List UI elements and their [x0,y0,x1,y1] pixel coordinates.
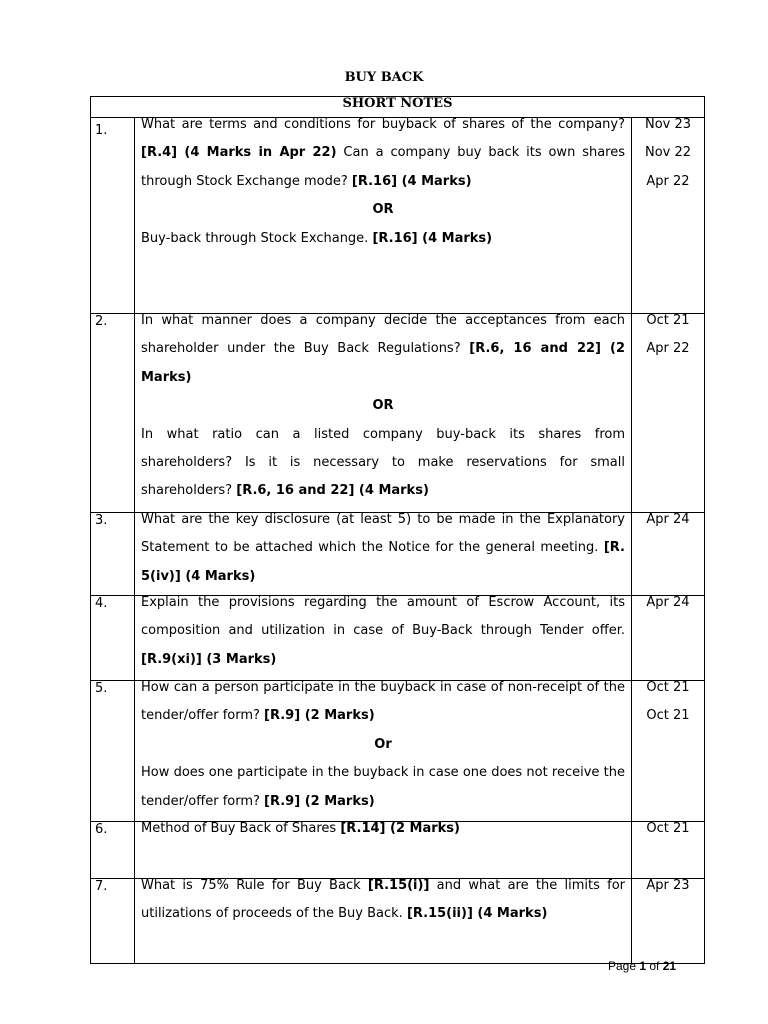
row-number: 6. [91,822,135,879]
table-row [91,513,705,596]
row-number: 1. [91,118,135,314]
exam-date: Nov 23 [644,117,692,132]
exam-dates-cell [632,118,705,314]
question-text: What is 75% Rule for Buy Back [R.15(i)] and what are the limits for utilizations of proceeds of the Buy Back. [R.15(ii)] (4 Marks) [141,878,625,922]
question-cell [135,513,632,596]
row-number: 5. [91,681,135,822]
page-footer [608,959,676,973]
exam-dates-cell [632,513,705,596]
page-of-label: of [646,959,663,973]
question-cell [135,879,632,964]
exam-date: Oct 21 [646,313,690,328]
exam-dates-cell [632,681,705,822]
table-row [91,118,705,314]
exam-date: Apr 22 [646,173,690,189]
row-number: 4. [91,596,135,681]
question-cell [135,314,632,513]
row-number: 2. [91,314,135,513]
table-row [91,596,705,681]
question-text: What are terms and conditions for buyback of shares of the company? [R.4] (4 Marks in Apr 22) Can a company buy back its own shares through Stock Exchange mode? [R.16] (4 Marks) [141,117,626,189]
exam-date: Oct 21 [646,680,690,695]
question-text-alt: How does one participate in the buyback in case one does not receive the tender/offer form? [R.9] (2 Marks) [141,765,625,809]
exam-date: Apr 22 [646,341,690,357]
table-row [91,822,705,879]
exam-date: Nov 22 [644,145,692,161]
page-total: 21 [662,959,677,973]
table-row [91,681,705,822]
question-text: What are the key disclosure (at least 5) to be made in the Explanatory Statement to be attached which the Notice for the general meeting. [R. 5(iv)] (4 Marks) [141,512,625,584]
questions-table [90,96,705,964]
question-text: How can a person participate in the buyback in case of non-receipt of the tender/offer form? [R.9] (2 Marks) [141,680,625,724]
exam-date: Oct 21 [646,821,690,836]
document-title: BUY BACK [344,70,424,85]
page-number: 1 [639,959,647,973]
row-number: 7. [91,879,135,964]
exam-dates-cell [632,596,705,681]
question-text-alt: In what ratio can a listed company buy-back its shares from shareholders? Is it is necessary to make reservations for small shareholders? [R.6, 16 and 22] (4 Marks) [141,426,625,499]
exam-dates-cell [632,822,705,879]
exam-date: Apr 24 [646,595,690,610]
page-label: Page [608,959,640,973]
question-text-alt: Buy-back through Stock Exchange. [R.16] (4 Marks) [141,230,493,246]
question-text: In what manner does a company decide the acceptances from each shareholder under the Buy Back Regulations? [R.6, 16 and 22] (2 Marks) [141,313,626,385]
exam-date: Apr 23 [646,878,690,893]
question-cell [135,596,632,681]
row-number: 3. [91,513,135,596]
question-text: Method of Buy Back of Shares [R.14] (2 Marks) [141,821,460,836]
table-row [91,879,705,964]
table-row [91,314,705,513]
question-cell [135,822,632,879]
exam-dates-cell [632,879,705,964]
question-cell [135,681,632,822]
or-separator: OR [372,202,394,218]
or-separator: Or [374,736,392,752]
question-text: Explain the provisions regarding the amount of Escrow Account, its composition and utilization in case of Buy-Back through Tender offer. [R.9(xi)] (3 Marks) [141,595,625,667]
exam-date: Apr 24 [646,512,690,527]
exam-date: Oct 21 [646,708,690,724]
or-separator: OR [372,398,394,414]
section-heading: SHORT NOTES [91,97,705,118]
exam-dates-cell [632,314,705,513]
question-cell [135,118,632,314]
